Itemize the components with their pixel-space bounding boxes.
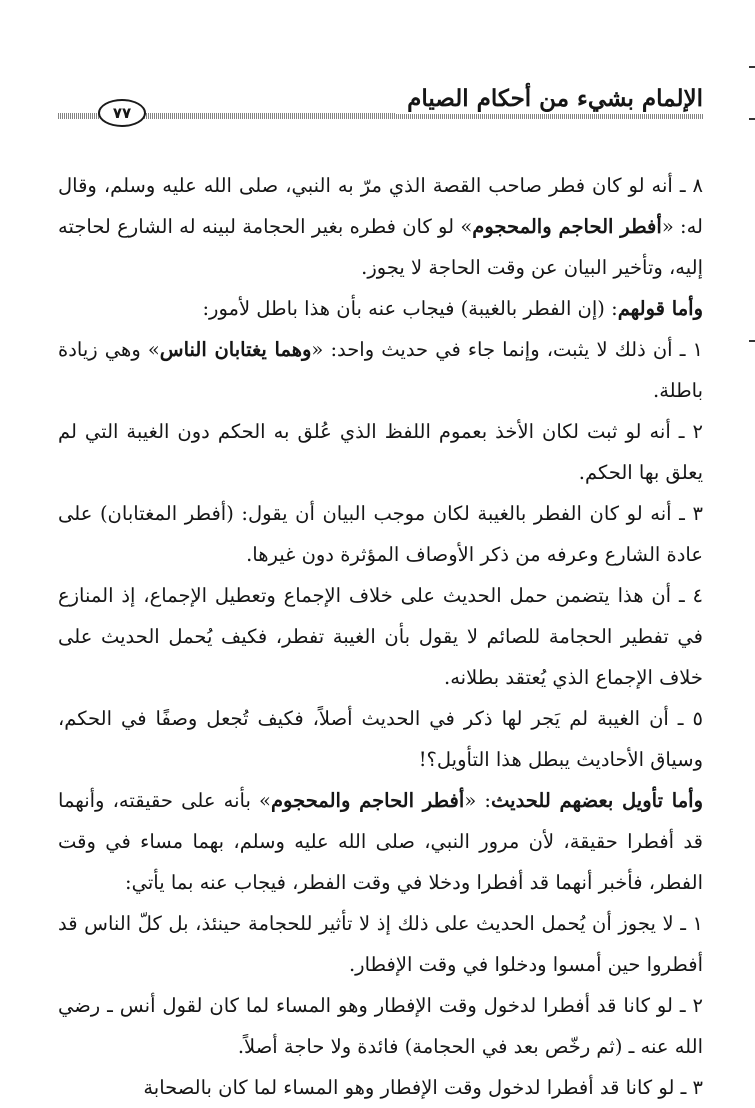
paragraph-g1 bbox=[58, 329, 703, 411]
scan-edge-mark bbox=[749, 340, 755, 342]
paragraph-text: : « bbox=[464, 789, 491, 812]
paragraph-text: ١ ـ لا يجوز أن يُحمل الحديث على ذلك إذ لا تأثير للحجامة حينئذ، بل كلّ الناس قد أفطروا حين أمسوا ودخلوا في وقت الإفطار. bbox=[58, 912, 703, 976]
paragraph-t1 bbox=[58, 903, 703, 985]
running-header bbox=[58, 84, 703, 126]
section-heading-taweel bbox=[58, 780, 703, 903]
section-lead: وأما قولهم bbox=[617, 297, 703, 320]
paragraph-text: ٣ ـ أنه لو كان الفطر بالغيبة لكان موجب البيان أن يقول: (أفطر المغتابان) على عادة الشارع وعرفه من ذكر الأوصاف المؤثرة دون غيرها. bbox=[58, 502, 703, 566]
paragraph-text: ٥ ـ أن الغيبة لم يَجر لها ذكر في الحديث أصلاً، فكيف تُجعل وصفًا في الحكم، وسياق الأحاديث يبطل هذا التأويل؟! bbox=[58, 707, 703, 771]
hadith-quote: أفطر الحاجم والمحجوم bbox=[472, 215, 662, 238]
paragraph-text: » لو كان فطره بغير الحجامة لبينه له الشارع لحاجته إليه، وتأخير البيان عن وقت الحاجة لا يجوز. bbox=[58, 215, 703, 279]
paragraph-text: : (إن الفطر بالغيبة) فيجاب عنه بأن هذا باطل لأمور: bbox=[202, 297, 618, 320]
paragraph-text: ٨ ـ أنه لو كان فطر صاحب القصة الذي مرّ به النبي، صلى الله عليه وسلم، وقال له: « bbox=[58, 174, 703, 238]
paragraph-t3 bbox=[58, 1067, 703, 1108]
page-body bbox=[58, 165, 703, 1108]
scan-edge-mark bbox=[749, 66, 755, 68]
hadith-quote: وهما يغتابان الناس bbox=[159, 338, 312, 361]
paragraph-t2 bbox=[58, 985, 703, 1067]
paragraph-text: » وهي زيادة باطلة. bbox=[58, 338, 703, 402]
paragraph-text: ٢ ـ أنه لو ثبت لكان الأخذ بعموم اللفظ الذي عُلق به الحكم دون الغيبة التي لم يعلق بها الحكم. bbox=[58, 420, 703, 484]
section-heading-gheeba bbox=[58, 288, 703, 329]
paragraph-g2 bbox=[58, 411, 703, 493]
scan-edge-mark bbox=[749, 118, 755, 120]
paragraph-8 bbox=[58, 165, 703, 288]
paragraph-text: ١ ـ أن ذلك لا يثبت، وإنما جاء في حديث واحد: « bbox=[311, 338, 703, 361]
book-title: الإلمام بشيء من أحكام الصيام bbox=[395, 84, 703, 114]
paragraph-text: ٤ ـ أن هذا يتضمن حمل الحديث على خلاف الإجماع وتعطيل الإجماع، إذ المنازع في تفطير الحجامة للصائم لا يقول بأن الغيبة تفطر، فكيف يُحمل الحديث على خلاف الإجماع الذي يُعتقد بطلانه. bbox=[58, 584, 703, 689]
hadith-quote: أفطر الحاجم والمحجوم bbox=[270, 789, 465, 812]
paragraph-text: ٢ ـ لو كانا قد أفطرا لدخول وقت الإفطار وهو المساء لما كان لقول أنس ـ رضي الله عنه ـ (ثم رخّص بعد في الحجامة) فائدة ولا حاجة أصلاً. bbox=[58, 994, 703, 1058]
paragraph-text: » بأنه على حقيقته، وأنهما قد أفطرا حقيقة، لأن مرور النبي، صلى الله عليه وسلم، بهما مساء في وقت الفطر، فأخبر أنهما قد أفطرا ودخلا في وقت الفطر، فيجاب عنه بما يأتي: bbox=[58, 789, 703, 894]
section-lead: وأما تأويل بعضهم للحديث bbox=[491, 789, 703, 812]
paragraph-text: ٣ ـ لو كانا قد أفطرا لدخول وقت الإفطار وهو المساء لما كان بالصحابة bbox=[143, 1076, 703, 1099]
paragraph-g3 bbox=[58, 493, 703, 575]
paragraph-g5 bbox=[58, 698, 703, 780]
paragraph-g4 bbox=[58, 575, 703, 698]
page-number: ٧٧ bbox=[98, 99, 146, 127]
